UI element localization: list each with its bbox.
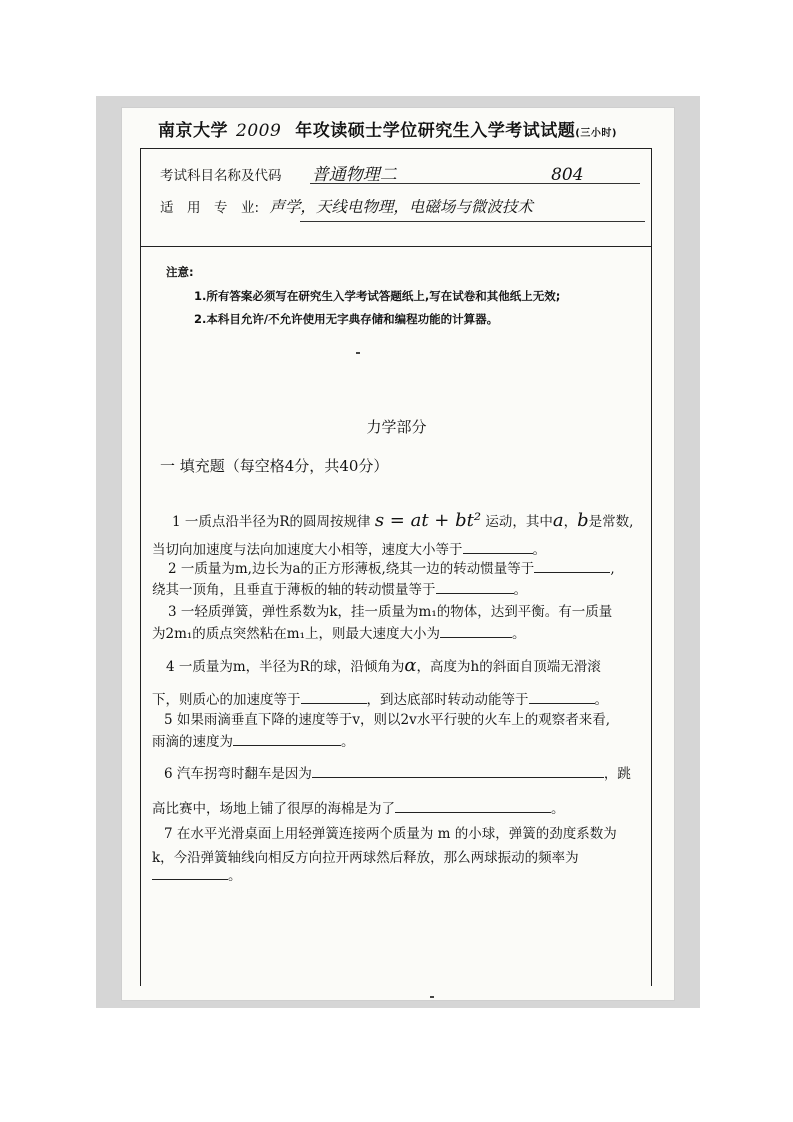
question-2-line-2: 绕其一顶角，且垂直于薄板的轴的转动惯量等于 。 (152, 582, 527, 598)
question-6-line-2: 高比赛中，场地上铺了很厚的海棉是为了 。 (152, 801, 565, 817)
question-3-line-2: 为2m₁的质点突然粘在m₁上，则最大速度大小为 。 (152, 626, 526, 642)
question-1-line-2: 当切向加速度与法向加速度大小相等，速度大小等于 。 (152, 542, 546, 558)
answer-blank (440, 625, 512, 638)
info-rule (140, 246, 652, 247)
subject-code: 804 (551, 165, 584, 185)
question-2-line-1: 2 一质量为m,边长为a的正方形薄板,绕其一边的转动惯量等于 , (168, 561, 615, 577)
const-b: b (577, 510, 589, 531)
question-3-line-1: 3 一轻质弹簧，弹性系数为k，挂一质量为m₁的物体，达到平衡。有一质量 (168, 604, 613, 620)
major-row (160, 195, 533, 217)
subject-row (160, 160, 584, 185)
exam-year: 2009 (236, 121, 282, 141)
alpha-symbol: α (404, 655, 417, 676)
header-rule (140, 148, 652, 149)
answer-blank (301, 691, 367, 704)
question-5-line-1: 5 如果雨滴垂直下降的速度等于v，则以2v水平行驶的火车上的观察者来看, (164, 712, 611, 728)
major-underline (300, 221, 645, 222)
answer-blank (312, 765, 604, 778)
answer-blank (152, 867, 228, 880)
question-6-line-1: 6 汽车拐弯时翻车是因为 ，跳 (164, 766, 631, 782)
question-1-line-1: 1 一质点沿半径为R的圆周按规律 s = at + bt² 运动，其中a，b是常数, (172, 510, 634, 531)
exam-title: 年攻读硕士学位研究生入学考试试题 (295, 121, 576, 141)
question-7-line-3: 。 (152, 864, 652, 884)
exam-header (158, 116, 658, 146)
answer-blank (395, 800, 551, 813)
part-title: 一 填充题（每空格4分，共40分） (160, 457, 389, 475)
motion-formula: s = at + bt² (374, 510, 482, 531)
question-4-line-2: 下，则质心的加速度等于 ，到达底部时转动动能等于 。 (152, 692, 608, 708)
subject-label: 考试科目名称及代码 (160, 168, 282, 184)
subject-underline (310, 183, 640, 184)
answer-blank (529, 691, 595, 704)
answer-blank (436, 581, 514, 594)
question-4-line-1: 4 一质量为m，半径为R的球，沿倾角为α，高度为h的斜面自顶端无滑滚 (166, 655, 601, 676)
notice-item-1: 1.所有答案必须写在研究生入学考试答题纸上,写在试卷和其他纸上无效; (194, 289, 561, 303)
section-title: 力学部分 (366, 418, 427, 436)
major-list: 声学，天线电物理，电磁场与微波技术 (269, 198, 533, 216)
question-7-line-1: 7 在水平光滑桌面上用轻弹簧连接两个质量为 m 的小球，弹簧的劲度系数为 (164, 826, 617, 842)
university-name: 南京大学 (158, 121, 228, 141)
question-5-line-2: 雨滴的速度为 。 (152, 734, 355, 750)
notice-item-2: 2.本科目允许/不允许使用无字典存储和编程功能的计算器。 (194, 312, 499, 326)
answer-blank (534, 560, 610, 573)
question-7-line-2: k，今沿弹簧轴线向相反方向拉开两球然后释放，那么两球振动的频率为 (152, 850, 579, 866)
exam-duration: (三小时) (575, 128, 617, 139)
answer-blank (463, 541, 533, 554)
subject-name: 普通物理二 (311, 165, 397, 185)
notice-title: 注意: (166, 265, 194, 279)
left-border (140, 148, 141, 986)
scan-speck (430, 996, 434, 998)
answer-blank (233, 733, 341, 746)
major-label: 适 用 专 业: (160, 200, 260, 216)
scan-speck (356, 352, 360, 354)
const-a: a (552, 510, 564, 531)
